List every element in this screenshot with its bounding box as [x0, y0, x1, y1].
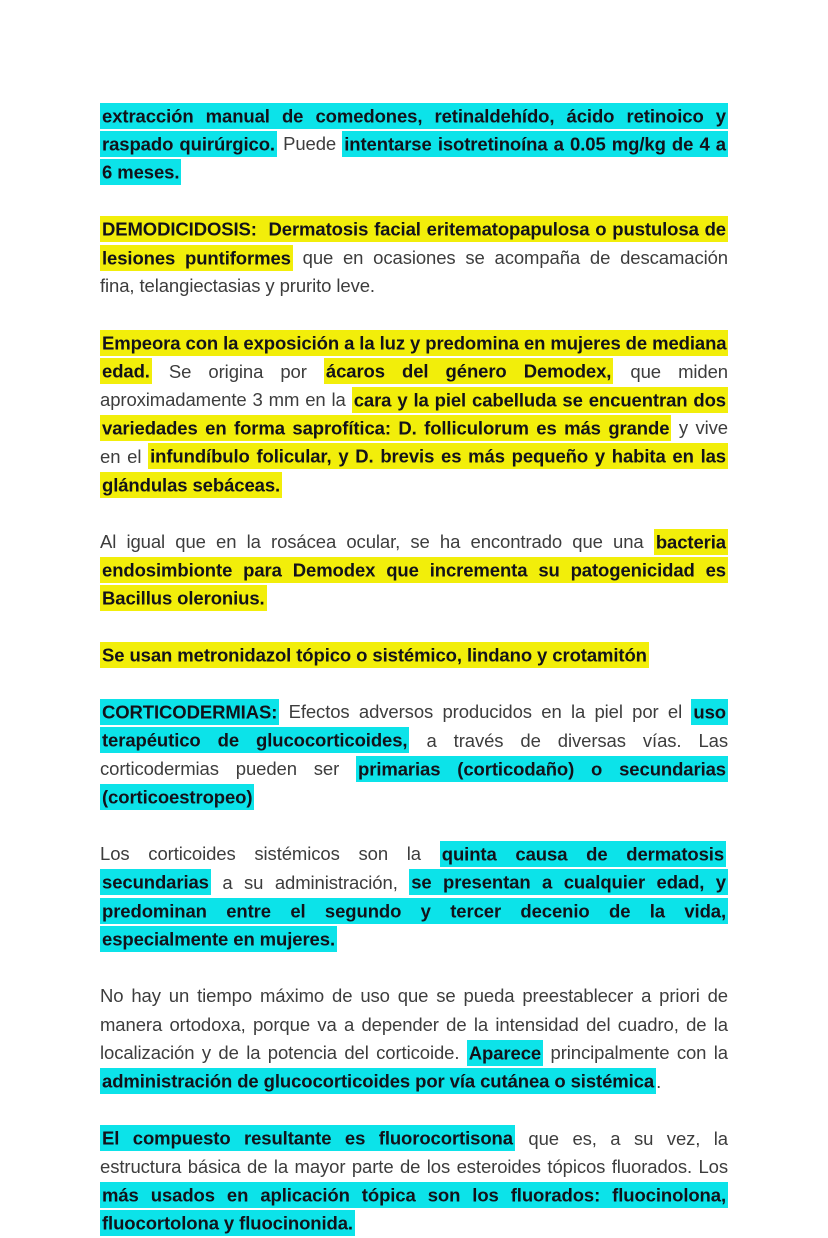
highlighted-text: Se usan metronidazol tópico o sistémico, lindano y crotamitón	[100, 642, 649, 668]
highlighted-text: DEMODICIDOSIS: Dermatosis facial eritematopapulosa o pustulosa de lesiones puntiformes	[100, 216, 728, 270]
paragraph	[100, 528, 728, 613]
highlighted-text: El compuesto resultante es fluorocortisona	[100, 1125, 515, 1151]
highlighted-text: CORTICODERMIAS:	[100, 699, 279, 725]
plain-text: que es, a su vez, la estructura básica de la mayor parte de los esteroides tópicos fluorados. Los	[100, 1128, 728, 1177]
paragraph	[100, 698, 728, 812]
highlighted-text: cara y la piel cabelluda se encuentran dos variedades en forma saprofítica: D. folliculorum es más grande	[100, 387, 728, 441]
highlighted-text: se presentan a cualquier edad, y predominan entre el segundo y tercer decenio de la vida, especialmente en mujeres.	[100, 869, 728, 952]
paragraph	[100, 642, 728, 670]
highlighted-text: intentarse isotretinoína a 0.05 mg/kg de 4 a 6 meses.	[100, 131, 728, 185]
plain-text: Al igual que en la rosácea ocular, se ha encontrado que una	[100, 531, 654, 552]
plain-text: Puede	[277, 133, 342, 154]
highlighted-text: infundíbulo folicular, y D. brevis es más pequeño y habita en las glándulas sebáceas.	[100, 443, 728, 497]
plain-text: a través de diversas vías. Las corticodermias pueden ser	[100, 730, 728, 779]
plain-text: No hay un tiempo máximo de uso que se pueda preestablecer a priori de manera ortodoxa, porque va a depender de la intensidad del cuadro, de la localización y de la potencia del corticoide.	[100, 985, 728, 1063]
highlighted-text: quinta causa de dermatosis secundarias	[100, 841, 726, 895]
paragraph	[100, 102, 728, 187]
paragraph	[100, 329, 728, 499]
paragraph	[100, 982, 728, 1096]
highlighted-text: Empeora con la exposición a la luz y predomina en mujeres de mediana edad.	[100, 330, 728, 384]
highlighted-text: primarias (corticodaño) o secundarias (corticoestropeo)	[100, 756, 728, 810]
highlighted-text: uso terapéutico de glucocorticoides,	[100, 699, 728, 753]
plain-text: que miden aproximadamente 3 mm en la	[100, 361, 728, 410]
plain-text: .	[656, 1071, 661, 1092]
paragraph-list	[100, 102, 728, 1238]
highlighted-text: ácaros del género Demodex,	[324, 358, 613, 384]
paragraph	[100, 840, 728, 954]
highlighted-text: extracción manual de comedones, retinaldehído, ácido retinoico y raspado quirúrgico.	[100, 103, 728, 157]
highlighted-text: bacteria endosimbionte para Demodex que incrementa su patogenicidad es Bacillus oleronius.	[100, 529, 728, 612]
paragraph	[100, 216, 728, 301]
plain-text: que en ocasiones se acompaña de descamación fina, telangiectasias y prurito leve.	[100, 247, 728, 296]
plain-text: principalmente con la	[543, 1042, 728, 1063]
highlighted-text: más usados en aplicación tópica son los fluorados: fluocinolona, fluocortolona y fluocinonida.	[100, 1182, 728, 1236]
plain-text: a su administración,	[211, 872, 409, 893]
plain-text: y vive en el	[100, 417, 728, 466]
plain-text: Efectos adversos producidos en la piel por el	[279, 701, 691, 722]
highlighted-text: Aparece	[467, 1040, 543, 1066]
highlighted-text: administración de glucocorticoides por vía cutánea o sistémica	[100, 1068, 656, 1094]
paragraph	[100, 1125, 728, 1238]
plain-text: Los corticoides sistémicos son la	[100, 843, 440, 864]
plain-text: Se origina por	[152, 361, 324, 382]
